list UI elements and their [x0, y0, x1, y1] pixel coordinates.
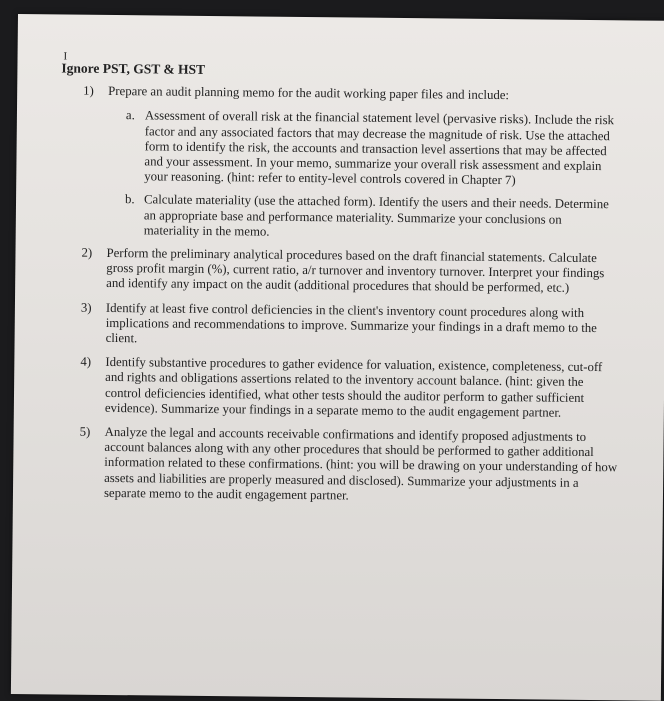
list-item-3: [59, 300, 619, 351]
assignment-instructions: [57, 52, 622, 515]
sub-list-1: [60, 108, 621, 243]
item-number: 5): [79, 424, 91, 439]
list-item-1a: [60, 108, 621, 190]
item-text: Identify substantive procedures to gather evidence for valuation, existence, completeness, cut-off and rights and obligations assertions related to the inventory account balance. (hint: given the control deficiencies identified, what other tests should the auditor perform to gather sufficient evidence). Summarize your findings in a separate memo to the audit engagement partner.: [104, 355, 603, 420]
item-text: Calculate materiality (use the attached form). Identify the users and their needs. Determine an appropriate base and performance materiality. Summarize your conclusions on materiality in the memo.: [143, 192, 609, 239]
item-text: Analyze the legal and accounts receivable confirmations and identify proposed adjustments to account balances along with any other procedures that should be performed to gather additional information related to these confirmations. (hint: you will be drawing on your understanding of how assets and liabilities are properly measured and disclosed). Summarize your adjustments in a separate memo to the audit engagement partner.: [103, 424, 618, 503]
list-item-4: [58, 355, 619, 422]
list-item-2: [59, 245, 619, 296]
page-heading: [61, 52, 621, 81]
document-page: [11, 14, 664, 701]
list-item-1: [61, 84, 621, 105]
list-item-5: [57, 425, 618, 507]
item-text: Assessment of overall risk at the financial statement level (pervasive risks). Include the risk factor and any associated factors that may decrease the magnitude of risk. Use the attached form to identify the risk, the accounts and transaction level assertions that may be affected and your assessment. In your memo, summarize your overall risk assessment and explain your reasoning. (hint: refer to entity-level controls covered in Chapter 7): [144, 108, 615, 188]
item-number: 4): [80, 354, 92, 370]
item-text: Prepare an audit planning memo for the audit working paper files and include:: [108, 84, 510, 103]
item-text: Identify at least five control deficiencies in the client's inventory count procedures along with implications and recommendations to improve. Summarize your findings in a draft memo to the client.: [105, 300, 597, 346]
list-item-1b: [60, 192, 620, 243]
text-cursor-mark: I: [63, 50, 68, 63]
item-letter: b.: [124, 192, 135, 207]
item-number: 2): [81, 245, 93, 260]
item-letter: a.: [125, 108, 135, 123]
item-text: Perform the preliminary analytical procedures based on the draft financial statements. Calculate gross profit margin (%), current ratio, a/r turnover and inventory turnover. Interpret your findings and identify any impact on the audit (additional procedures that should be performed, etc.): [106, 245, 605, 296]
item-number: 3): [80, 300, 92, 315]
heading-text: Ignore PST, GST & HST: [61, 60, 206, 77]
item-number: 1): [83, 83, 94, 99]
